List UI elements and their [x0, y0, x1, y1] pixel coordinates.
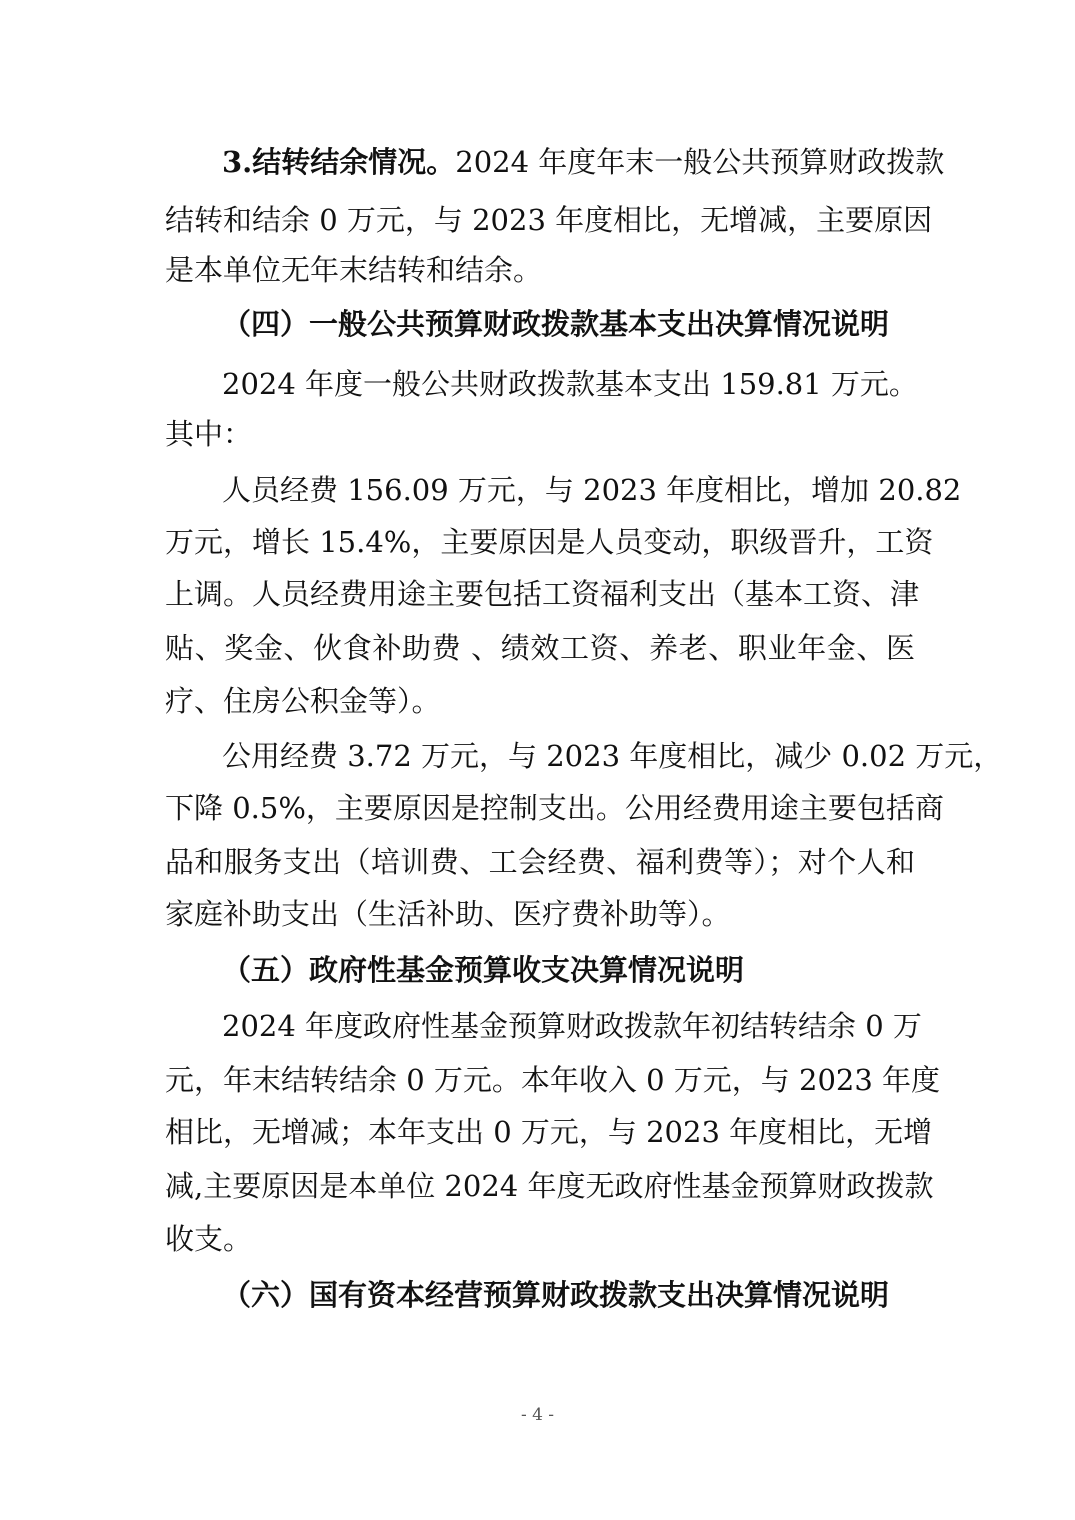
- page-number: - 4 -: [520, 1405, 555, 1425]
- basic-expense-line-2: 其中：: [165, 417, 253, 451]
- public-expense-line-4: 家庭补助支出（生活补助、医疗费补助等）。: [165, 897, 731, 931]
- gov-fund-line-3: 相比，无增减；本年支出 0 万元，与 2023 年度相比，无增: [165, 1115, 933, 1149]
- public-expense-line-2: 下降 0.5%，主要原因是控制支出。公用经费用途主要包括商: [165, 791, 944, 825]
- gov-fund-line-4: 减,主要原因是本单位 2024 年度无政府性基金预算财政拨款: [165, 1169, 934, 1203]
- public-expense-line-1: 公用经费 3.72 万元，与 2023 年度相比，减少 0.02 万元，: [222, 739, 1003, 773]
- public-expense-line-3: 品和服务支出（培训费、工会经费、福利费等）；对个人和: [165, 845, 915, 879]
- heading-section-5: （五）政府性基金预算收支决算情况说明: [222, 953, 745, 987]
- basic-expense-line-1: 2024 年度一般公共财政拨款基本支出 159.81 万元。: [222, 367, 918, 401]
- gov-fund-line-1: 2024 年度政府性基金预算财政拨款年初结转结余 0 万: [222, 1009, 922, 1043]
- gov-fund-line-5: 收支。: [165, 1222, 253, 1256]
- section-3-line-1: [222, 142, 945, 182]
- section-3-line-3: 是本单位无年末结转和结余。: [165, 253, 543, 287]
- heading-section-4: （四）一般公共预算财政拨款基本支出决算情况说明: [222, 307, 890, 341]
- section-3-line-2: 结转和结余 0 万元，与 2023 年度相比，无增减，主要原因: [165, 203, 933, 237]
- personnel-line-4: 贴、奖金、伙食补助费 、绩效工资、养老、职业年金、医: [165, 631, 915, 665]
- personnel-line-5: 疗、住房公积金等）。: [165, 684, 441, 718]
- personnel-line-3: 上调。人员经费用途主要包括工资福利支出（基本工资、津: [165, 577, 920, 611]
- section-3-lead: 3.结转结余情况。: [222, 145, 456, 179]
- heading-section-6: （六）国有资本经营预算财政拨款支出决算情况说明: [222, 1278, 890, 1312]
- personnel-line-2: 万元，增长 15.4%，主要原因是人员变动，职级晋升，工资: [165, 525, 934, 559]
- personnel-line-1: 人员经费 156.09 万元，与 2023 年度相比，增加 20.82: [222, 473, 962, 507]
- gov-fund-line-2: 元，年末结转结余 0 万元。本年收入 0 万元，与 2023 年度: [165, 1063, 941, 1097]
- section-3-line-1-rest: 2024 年度年末一般公共预算财政拨款: [455, 145, 945, 179]
